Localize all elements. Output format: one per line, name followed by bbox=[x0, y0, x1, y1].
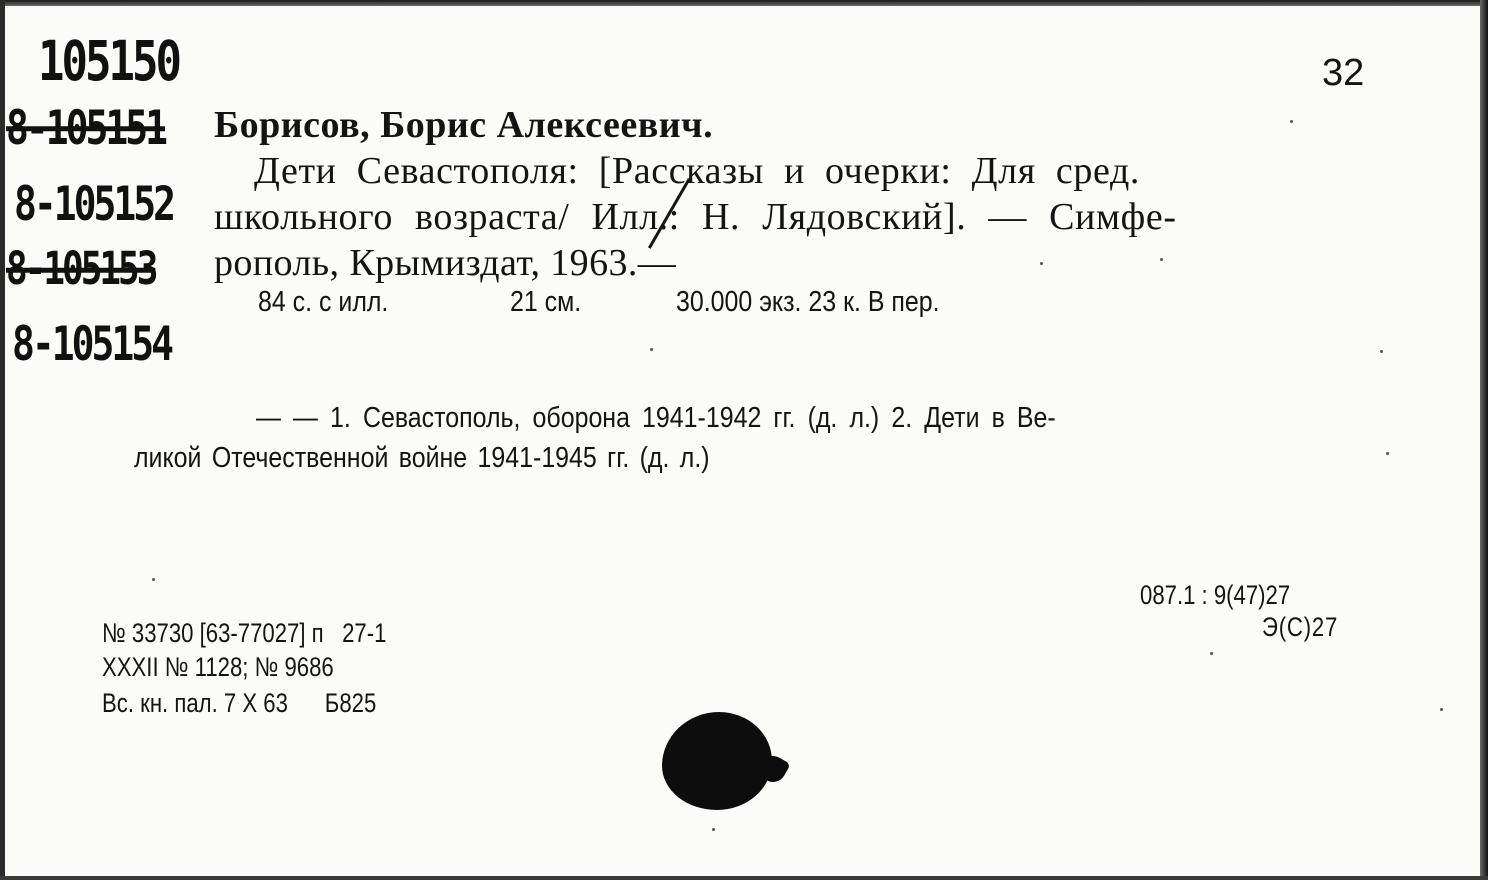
scan-speck bbox=[1386, 452, 1389, 455]
scan-speck bbox=[152, 578, 155, 581]
card-page-number: 32 bbox=[1322, 52, 1365, 94]
handwritten-number-3: 8-105152 bbox=[14, 176, 174, 231]
collation-print-run-price: 30.000 экз. 23 к. В пер. bbox=[676, 286, 940, 318]
scan-speck bbox=[712, 828, 715, 831]
classification-line-2: Э(С)27 bbox=[1262, 612, 1339, 642]
scan-speck bbox=[650, 348, 653, 351]
scan-edge-right bbox=[1480, 0, 1488, 880]
handwritten-number-4: 8-105153 bbox=[6, 244, 156, 296]
registry-line-1: № 33730 [63-77027] п 27-1 bbox=[102, 618, 387, 648]
scan-edge-bottom bbox=[0, 876, 1488, 880]
collation-pages: 84 с. с илл. bbox=[258, 286, 389, 318]
collation-size: 21 см. bbox=[510, 286, 582, 318]
scan-edge-left bbox=[0, 0, 5, 880]
scan-speck bbox=[1440, 708, 1443, 711]
handwritten-number-1: 105150 bbox=[38, 30, 179, 94]
title-line-2: школьного возраста/ Илл.: Н. Лядовский]. — Симфе- bbox=[214, 196, 1177, 238]
scan-speck bbox=[1210, 652, 1213, 655]
classification-line-1: 087.1 : 9(47)27 bbox=[1140, 580, 1291, 610]
scan-edge-top bbox=[0, 0, 1488, 6]
registry-line-3: Вс. кн. пал. 7 X 63 Б825 bbox=[102, 688, 377, 718]
title-line-3: рополь, Крымиздат, 1963.— bbox=[214, 242, 677, 284]
title-line-1: Дети Севастополя: [Рассказы и очерки: Для сред. bbox=[254, 150, 1140, 192]
punch-hole-blot bbox=[662, 712, 772, 810]
registry-line-2: XXXII № 1128; № 9686 bbox=[102, 652, 334, 682]
subjects-line-1: — — 1. Севастополь, оборона 1941-1942 гг. (д. л.) 2. Дети в Ве- bbox=[256, 402, 1056, 434]
handwritten-number-2: 8-105151 bbox=[6, 100, 166, 155]
author-heading: Борисов, Борис Алексеевич. bbox=[214, 104, 714, 146]
scan-speck bbox=[1040, 262, 1043, 265]
scan-speck bbox=[1160, 258, 1163, 261]
handwritten-number-5: 8-105154 bbox=[12, 316, 172, 371]
subjects-line-2: ликой Отечественной войне 1941-1945 гг. (д. л.) bbox=[134, 442, 710, 474]
scan-speck bbox=[1380, 350, 1383, 353]
scan-speck bbox=[1290, 120, 1293, 123]
